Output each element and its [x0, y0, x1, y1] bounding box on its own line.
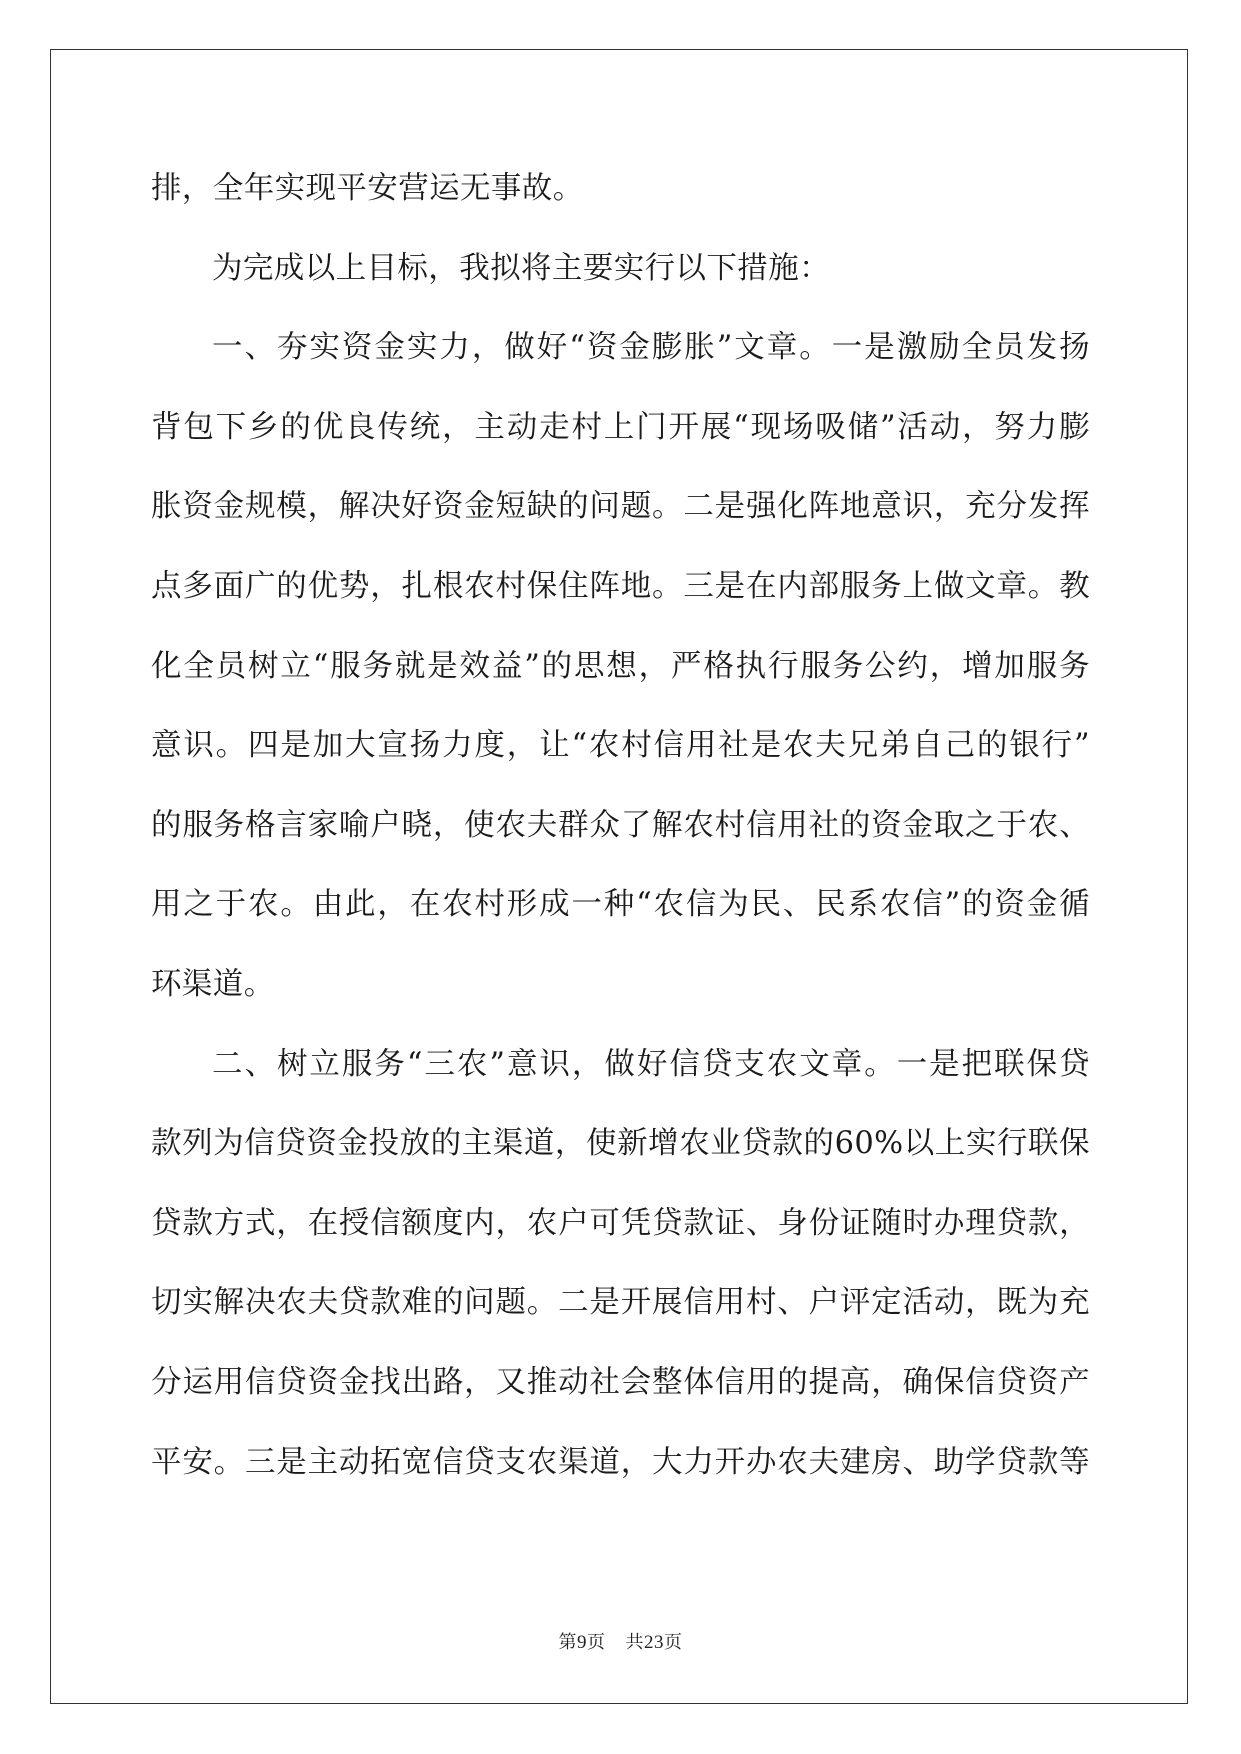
- text-line: 点多面广的优势，扎根农村保住阵地。三是在内部服务上做文章。教: [151, 568, 1090, 604]
- text-line: 款列为信贷资金投放的主渠道，使新增农业贷款的60%以上实行联保: [151, 1126, 1090, 1162]
- text-line: 贷款方式，在授信额度内，农户可凭贷款证、身份证随时办理贷款，: [151, 1205, 1090, 1241]
- page-suffix: 页: [587, 1632, 606, 1652]
- text-line: 为完成以上目标，我拟将主要实行以下措施：: [212, 250, 830, 286]
- text-line: 环渠道。: [151, 966, 275, 1002]
- text-line: 二、树立服务“三农”意识，做好信贷支农文章。一是把联保贷: [212, 1046, 1090, 1082]
- text-line: 化全员树立“服务就是效益”的思想，严格执行服务公约，增加服务: [151, 648, 1090, 684]
- total-pages-number: 23: [644, 1632, 664, 1653]
- document-body: [151, 163, 1090, 1516]
- current-page-number: 9: [577, 1632, 587, 1653]
- text-line: 一、夯实资金实力，做好“资金膨胀”文章。一是激励全员发扬: [212, 330, 1090, 366]
- page-prefix: 第: [558, 1632, 577, 1652]
- text-line: 意识。四是加大宣扬力度，让“农村信用社是农夫兄弟自己的银行”: [151, 728, 1090, 764]
- text-line: 分运用信贷资金找出路，又推动社会整体信用的提高，确保信贷资产: [151, 1364, 1090, 1400]
- text-line: 用之于农。由此，在农村形成一种“农信为民、民系农信”的资金循: [151, 887, 1090, 923]
- page-footer: [0, 1628, 1241, 1654]
- total-suffix: 页: [664, 1632, 683, 1652]
- text-line: 背包下乡的优良传统，主动走村上门开展“现场吸储”活动，努力膨: [151, 409, 1090, 445]
- text-line: 排，全年实现平安营运无事故。: [151, 171, 584, 206]
- text-line: 的服务格言家喻户晓，使农夫群众了解农村信用社的资金取之于农、: [151, 807, 1090, 843]
- text-line: 平安。三是主动拓宽信贷支农渠道，大力开办农夫建房、助学贷款等: [151, 1444, 1090, 1480]
- text-line: 切实解决农夫贷款难的问题。二是开展信用村、户评定活动，既为充: [151, 1285, 1090, 1321]
- text-line: 胀资金规模，解决好资金短缺的问题。二是强化阵地意识，充分发挥: [151, 489, 1090, 525]
- total-prefix: 共: [625, 1632, 644, 1652]
